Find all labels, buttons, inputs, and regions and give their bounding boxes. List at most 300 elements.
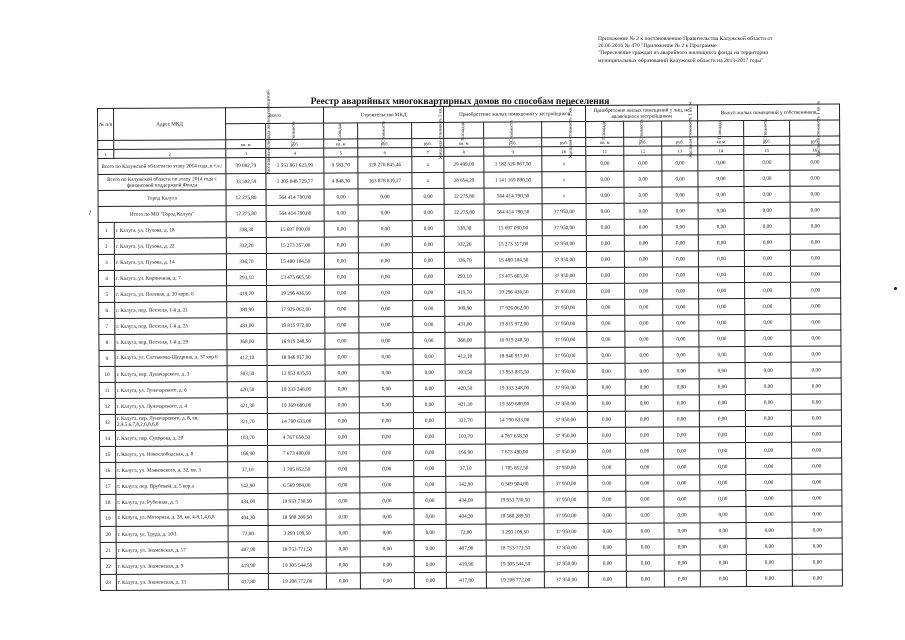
- row-number: 14: [99, 430, 115, 446]
- row-zero: 0,00: [663, 379, 699, 395]
- row-zero: 0,00: [792, 554, 842, 570]
- summary-value: 564 414 790,80: [266, 189, 324, 205]
- row-purchase-cost: 7 673 490,00: [486, 444, 544, 460]
- row-zero: 0,00: [625, 283, 663, 299]
- row-purchase-area: 332,20: [444, 236, 484, 252]
- row-purchase-cost: 15 480 184,50: [484, 252, 542, 268]
- row-purchase-area: 338,30: [444, 220, 484, 236]
- row-purchase-area: 389,90: [445, 300, 485, 316]
- row-purchase-cost: 15 273 357,00: [484, 236, 542, 252]
- row-purchase-cost: 18 753 771,50: [486, 540, 544, 556]
- row-address: г. Калуга, пер. Пестеля, 1-й д. 29: [115, 334, 227, 351]
- row-construction-zero: 0,00: [413, 380, 445, 396]
- row-zero: 0,00: [698, 235, 744, 251]
- row-purchase-unit: 37 950,00: [544, 476, 588, 492]
- row-purchase-cost: 13 475 665,50: [485, 268, 543, 284]
- row-zero: 0,00: [746, 474, 792, 490]
- annex-line-2: 20.06.2016 № 470 "Приложение № 2 к Программе: [598, 43, 717, 50]
- col-header-label: Удельная стоимость 1 кв. м: [438, 102, 444, 159]
- col-header-label: Площадь: [602, 120, 608, 140]
- summary-value: 0,00: [586, 187, 624, 203]
- row-zero: 0,00: [699, 411, 745, 427]
- row-number: 10: [99, 366, 115, 382]
- row-purchase-area: 321,70: [445, 412, 485, 428]
- col-header: [266, 120, 324, 143]
- summary-label: Город Калуга: [98, 190, 226, 207]
- row-cost: 19 369 680,00: [267, 397, 325, 413]
- row-purchase-area: 336,70: [444, 252, 484, 268]
- summary-value: 0,00: [790, 186, 840, 202]
- summary-value: 0,00: [744, 202, 790, 218]
- summary-value: 12 275,80: [226, 189, 266, 205]
- row-zero: 0,00: [746, 506, 792, 522]
- row-area: 321,70: [227, 413, 267, 429]
- col-header: [586, 120, 624, 140]
- row-purchase-cost: 19 815 972,00: [485, 316, 543, 332]
- row-zero: 0,00: [700, 459, 746, 475]
- row-construction-zero: 0,00: [326, 573, 360, 589]
- row-zero: 0,00: [588, 571, 626, 587]
- row-zero: 0,00: [699, 315, 745, 331]
- row-number: 19: [100, 510, 116, 526]
- row-zero: 0,00: [790, 218, 840, 234]
- summary-value: 39 082,79: [226, 157, 266, 173]
- row-cost: 19 305 544,50: [268, 557, 326, 573]
- row-zero: 0,00: [699, 395, 745, 411]
- row-construction-zero: 0,00: [326, 541, 360, 557]
- unit-cell: руб.: [484, 138, 542, 147]
- row-purchase-area: 103,70: [445, 428, 485, 444]
- col-header-label: Удельная стоимость 1 кв. м: [816, 100, 822, 157]
- row-address: г. Калуга, пер. Суворова, д. 20: [115, 430, 227, 447]
- row-address: г. Калуга, ул. Знаменская, д. 9: [116, 558, 228, 575]
- row-construction-zero: 0,00: [358, 237, 412, 253]
- summary-value: x: [542, 188, 586, 204]
- row-zero: 0,00: [700, 539, 746, 555]
- row-number: 20: [100, 526, 116, 542]
- row-construction-zero: 0,00: [324, 237, 358, 253]
- row-construction-zero: 0,00: [414, 460, 446, 476]
- row-zero: 0,00: [625, 411, 663, 427]
- row-zero: 0,00: [744, 218, 790, 234]
- summary-value: x: [542, 156, 586, 172]
- row-construction-zero: 0,00: [360, 541, 414, 557]
- row-cost: 3 293 109,50: [268, 525, 326, 541]
- row-address: г. Калуга, ул. Рубенная, д. 5: [116, 494, 228, 511]
- row-area: 389,90: [227, 301, 267, 317]
- row-purchase-area: 420,50: [445, 380, 485, 396]
- summary-value: 0,00: [586, 155, 624, 171]
- row-zero: 0,00: [587, 267, 625, 283]
- row-purchase-cost: 18 588 289,50: [486, 508, 544, 524]
- index-cell: 4: [266, 148, 324, 157]
- row-zero: 0,00: [745, 266, 791, 282]
- row-zero: 0,00: [586, 251, 624, 267]
- row-purchase-cost: 17 926 062,00: [485, 300, 543, 316]
- row-zero: 0,00: [663, 395, 699, 411]
- unit-cell: кв. м: [226, 139, 266, 148]
- row-zero: 0,00: [626, 539, 664, 555]
- row-purchase-area: 434,00: [446, 492, 486, 508]
- row-construction-zero: 0,00: [414, 556, 446, 572]
- summary-value: 1 182 520 867,50: [484, 156, 542, 172]
- row-purchase-cost: 6 569 904,00: [486, 476, 544, 492]
- index-cell: 10: [542, 147, 586, 156]
- row-zero: 0,00: [746, 426, 792, 442]
- row-construction-zero: 0,00: [414, 524, 446, 540]
- row-purchase-unit: 37 950,00: [543, 364, 587, 380]
- row-zero: 0,00: [663, 283, 699, 299]
- row-area: 332,20: [226, 237, 266, 253]
- row-construction-zero: 0,00: [413, 412, 445, 428]
- row-area: 368,00: [227, 333, 267, 349]
- row-number: 3: [98, 254, 114, 270]
- row-construction-zero: 0,00: [360, 509, 414, 525]
- row-number: 18: [100, 494, 116, 510]
- row-purchase-cost: 19 305 544,50: [486, 556, 544, 572]
- row-zero: 0,00: [588, 523, 626, 539]
- summary-value: 0,00: [662, 171, 698, 187]
- row-zero: 0,00: [588, 539, 626, 555]
- row-address: г. Калуга, ул. Знаменская, д. 17: [116, 542, 228, 559]
- summary-value: 0,00: [662, 203, 698, 219]
- summary-label: Всего по Калужской области по этапу 2014 года, в т.ч.:: [98, 158, 226, 175]
- row-address: г. Калуга, ул. Пухова, д. 22: [114, 238, 226, 255]
- row-construction-zero: 0,00: [326, 493, 360, 509]
- row-construction-zero: 0,00: [359, 317, 413, 333]
- row-zero: 0,00: [588, 443, 626, 459]
- row-address: г. Калуга, ул. Труда, д. 10/1: [116, 526, 228, 543]
- row-construction-zero: 0,00: [412, 220, 444, 236]
- row-address: г. Калуга, пер. Луначарского, д. 3: [115, 366, 227, 383]
- row-zero: 0,00: [699, 283, 745, 299]
- index-cell: 13: [662, 146, 698, 155]
- row-area: 431,00: [227, 317, 267, 333]
- row-zero: 0,00: [626, 571, 664, 587]
- row-construction-zero: 0,00: [359, 365, 413, 381]
- row-address: г. Калуга, ул. Новослободская, д. 8: [116, 446, 228, 463]
- row-address: г. Калуга, ул. Пухова, д. 18: [114, 222, 226, 239]
- col-header-label: Удельная стоимость 1 кв. м: [568, 102, 574, 159]
- summary-value: 1 141 169 890,50: [484, 172, 542, 188]
- row-construction-zero: 0,00: [413, 396, 445, 412]
- row-zero: 0,00: [744, 250, 790, 266]
- row-zero: 0,00: [663, 347, 699, 363]
- summary-value: 1 305 048 729,77: [266, 173, 324, 189]
- row-address: г. Калуга, ул. Моторная, д. 28, кв. 4-8,1,4,6,8: [116, 510, 228, 527]
- row-address: г. Калуга, ул. Маяковского, д. 32, кв. 3: [116, 462, 228, 479]
- row-construction-zero: 0,00: [326, 461, 360, 477]
- row-number: 2: [98, 238, 114, 254]
- document-title: Реестр аварийных многоквартирных домов по способам переселения: [310, 97, 610, 107]
- row-zero: 0,00: [746, 554, 792, 570]
- summary-value: 0,00: [662, 187, 698, 203]
- row-construction-zero: 0,00: [359, 333, 413, 349]
- row-purchase-unit: 37 950,00: [543, 348, 587, 364]
- row-number: 5: [99, 286, 115, 302]
- row-purchase-cost: 19 953 730,50: [486, 492, 544, 508]
- row-construction-zero: 0,00: [326, 477, 360, 493]
- row-zero: 0,00: [588, 555, 626, 571]
- row-zero: 0,00: [587, 379, 625, 395]
- index-cell: 3: [226, 148, 266, 157]
- summary-value: 0,00: [698, 155, 744, 171]
- row-zero: 0,00: [587, 299, 625, 315]
- col-header-label: Стоимость: [510, 119, 516, 142]
- row-zero: 0,00: [792, 458, 842, 474]
- row-zero: 0,00: [745, 314, 791, 330]
- row-zero: 0,00: [663, 315, 699, 331]
- annex-line-4: муниципальных образований Калужской области на 2013-2017 годы": [598, 57, 764, 64]
- row-area: 303,50: [227, 365, 267, 381]
- row-construction-zero: 0,00: [360, 493, 414, 509]
- row-zero: 0,00: [700, 475, 746, 491]
- unit-cell: руб.: [412, 138, 444, 147]
- row-construction-zero: 0,00: [325, 397, 359, 413]
- row-purchase-unit: 37 950,00: [544, 444, 588, 460]
- summary-label: Всего по Калужской области по этапу 2014 года с финансовой поддержкой Фонда: [98, 174, 226, 191]
- summary-value: 1 551 861 623,99: [266, 157, 324, 173]
- row-zero: 0,00: [664, 523, 700, 539]
- row-purchase-unit: 37 950,00: [543, 428, 587, 444]
- row-zero: 0,00: [663, 331, 699, 347]
- row-zero: 0,00: [625, 315, 663, 331]
- row-number: 15: [100, 446, 116, 462]
- row-construction-zero: 0,00: [359, 429, 413, 445]
- row-zero: 0,00: [745, 394, 791, 410]
- row-zero: 0,00: [790, 234, 840, 250]
- row-zero: 0,00: [664, 555, 700, 571]
- row-purchase-cost: 18 946 917,00: [485, 348, 543, 364]
- row-purchase-unit: 37 950,00: [544, 460, 588, 476]
- row-purchase-area: 407,90: [446, 540, 486, 556]
- row-number: 12: [99, 398, 115, 414]
- row-zero: 0,00: [746, 442, 792, 458]
- summary-value: 0,00: [698, 203, 744, 219]
- row-construction-zero: 0,00: [413, 284, 445, 300]
- row-zero: 0,00: [791, 362, 841, 378]
- row-cost: 17 926 062,00: [267, 301, 325, 317]
- row-zero: 0,00: [700, 555, 746, 571]
- row-purchase-cost: 15 697 090,00: [484, 220, 542, 236]
- index-cell: 8: [444, 147, 484, 156]
- row-zero: 0,00: [664, 459, 700, 475]
- row-cost: 13 953 835,50: [267, 365, 325, 381]
- row-purchase-cost: 3 293 109,50: [486, 524, 544, 540]
- col-header-label: Площадь: [461, 121, 467, 141]
- row-zero: 0,00: [587, 347, 625, 363]
- row-address: г. Калуга, ул. Салтыкова-Щедрина, д. 37 кор.6: [115, 350, 227, 367]
- row-zero: 0,00: [792, 538, 842, 554]
- row-zero: 0,00: [745, 330, 791, 346]
- row-construction-zero: 0,00: [359, 301, 413, 317]
- annex-line-1: Приложение № 2 к постановлению Правительства Калужской области от: [598, 36, 773, 42]
- row-zero: 0,00: [626, 491, 664, 507]
- row-zero: 0,00: [745, 346, 791, 362]
- unit-cell: кв.м: [698, 137, 744, 146]
- row-zero: 0,00: [662, 251, 698, 267]
- row-purchase-cost: 4 767 658,50: [485, 428, 543, 444]
- row-address: г. Калуга, пер. Луначарского, д. 8, кв. 2,4,5,6,7,8,2,6,8,6,8: [115, 414, 227, 431]
- row-construction-zero: 0,00: [414, 476, 446, 492]
- row-construction-zero: 0,00: [358, 253, 412, 269]
- row-zero: 0,00: [745, 410, 791, 426]
- row-number: 23: [100, 574, 116, 590]
- row-number: 1: [98, 222, 114, 238]
- row-number: 22: [100, 558, 116, 574]
- row-address: г. Калуга, пер. Врубовой, д. 5 кор.а: [116, 478, 228, 495]
- row-purchase-unit: 37 950,00: [544, 492, 588, 508]
- summary-value: 564 414 790,50: [484, 204, 542, 220]
- row-zero: 0,00: [700, 427, 746, 443]
- row-zero: 0,00: [663, 363, 699, 379]
- row-purchase-cost: 13 953 835,50: [485, 364, 543, 380]
- row-cost: 6 569 904,00: [268, 477, 326, 493]
- row-purchase-unit: 37 950,00: [544, 540, 588, 556]
- unit-cell: руб.: [358, 139, 412, 148]
- col-header: [444, 121, 484, 141]
- row-zero: 0,00: [700, 507, 746, 523]
- row-area: 419,90: [228, 557, 268, 573]
- row-cost: 15 273 357,00: [266, 237, 324, 253]
- row-cost: 14 790 633,00: [267, 413, 325, 429]
- index-cell: 15: [744, 145, 790, 154]
- row-purchase-cost: 19 296 436,50: [485, 284, 543, 300]
- row-zero: 0,00: [626, 475, 664, 491]
- row-cost: 4 767 658,50: [267, 429, 325, 445]
- row-cost: 13 475 665,50: [266, 269, 324, 285]
- unit-empty-1: [98, 140, 114, 149]
- row-construction-zero: 0,00: [413, 300, 445, 316]
- row-purchase-unit: 37 950,00: [544, 556, 588, 572]
- row-construction-zero: 0,00: [360, 557, 414, 573]
- row-purchase-unit: 37 950,00: [543, 300, 587, 316]
- summary-value: 0,00: [698, 187, 744, 203]
- index-cell: 1: [98, 149, 114, 158]
- row-zero: 0,00: [586, 235, 624, 251]
- row-construction-zero: 0,00: [360, 525, 414, 541]
- group-buyout: Выкуп жилых помещений у собственников: [698, 104, 840, 121]
- row-cost: 18 753 771,50: [268, 541, 326, 557]
- row-area: 407,90: [228, 541, 268, 557]
- row-zero: 0,00: [625, 347, 663, 363]
- row-zero: 0,00: [588, 427, 626, 443]
- unit-cell: кв. м: [324, 139, 358, 148]
- row-area: 417,80: [228, 573, 268, 589]
- row-zero: 0,00: [588, 475, 626, 491]
- summary-value: 0,00: [358, 205, 412, 221]
- row-zero: 0,00: [699, 363, 745, 379]
- row-purchase-unit: 37 950,00: [542, 236, 586, 252]
- row-construction-zero: 0,00: [325, 381, 359, 397]
- summary-value: 29 499,09: [444, 156, 484, 172]
- row-zero: 0,00: [792, 474, 842, 490]
- row-cost: 16 919 248,50: [267, 333, 325, 349]
- row-zero: 0,00: [792, 570, 842, 586]
- summary-value: 9 583,70: [324, 157, 358, 173]
- unit-cell: руб.: [542, 138, 586, 147]
- unit-cell: руб.: [624, 137, 662, 146]
- row-cost: 19 953 730,50: [268, 493, 326, 509]
- index-cell: 6: [358, 148, 412, 157]
- row-area: 420,50: [227, 381, 267, 397]
- unit-cell: кв. м: [444, 138, 484, 147]
- row-zero: 0,00: [745, 298, 791, 314]
- row-number: 13: [99, 414, 115, 430]
- row-construction-zero: 0,00: [359, 397, 413, 413]
- row-construction-zero: 0,00: [325, 333, 359, 349]
- row-zero: 0,00: [587, 331, 625, 347]
- col-header: [698, 121, 744, 137]
- row-zero: 0,00: [664, 491, 700, 507]
- group-construction: Строительство МКД: [324, 106, 444, 123]
- row-zero: 0,00: [587, 395, 625, 411]
- row-zero: 0,00: [700, 523, 746, 539]
- row-address: г. Калуга, пер. Пестеля, 1-й д. 21: [115, 302, 227, 319]
- row-construction-zero: 0,00: [358, 221, 412, 237]
- row-construction-zero: 0,00: [359, 413, 413, 429]
- summary-value: 163 878 839,27: [358, 173, 412, 189]
- row-purchase-cost: 1 705 852,50: [486, 460, 544, 476]
- row-zero: 0,00: [664, 539, 700, 555]
- row-purchase-area: 404,30: [446, 508, 486, 524]
- margin-mark: /: [89, 208, 92, 217]
- row-construction-zero: 0,00: [326, 525, 360, 541]
- row-address: г. Калуга, ул. Полевая, д. 20 корп. 6: [115, 286, 227, 303]
- row-construction-zero: 0,00: [324, 253, 358, 269]
- row-number: 7: [99, 318, 115, 334]
- row-cost: 15 697 090,00: [266, 221, 324, 237]
- row-cost: 18 588 289,50: [268, 509, 326, 525]
- row-zero: 0,00: [791, 314, 841, 330]
- row-construction-zero: 0,00: [325, 349, 359, 365]
- row-zero: 0,00: [700, 443, 746, 459]
- row-zero: 0,00: [792, 506, 842, 522]
- row-purchase-area: 421,30: [445, 396, 485, 412]
- summary-value: 0,00: [412, 204, 444, 220]
- row-zero: 0,00: [625, 331, 663, 347]
- row-cost: 7 673 490,00: [268, 445, 326, 461]
- row-zero: 0,00: [588, 459, 626, 475]
- summary-label: Итого по МО "Город Калуга": [98, 206, 226, 223]
- summary-value: 0,00: [744, 186, 790, 202]
- row-zero: 0,00: [791, 394, 841, 410]
- row-zero: 0,00: [624, 219, 662, 235]
- row-construction-zero: 0,00: [413, 364, 445, 380]
- row-purchase-unit: 37 950,00: [543, 268, 587, 284]
- row-construction-zero: 0,00: [360, 445, 414, 461]
- row-area: 404,30: [228, 509, 268, 525]
- row-zero: 0,00: [791, 346, 841, 362]
- row-cost: 19 296 436,50: [267, 285, 325, 301]
- row-area: 103,70: [227, 429, 267, 445]
- row-area: 412,10: [227, 349, 267, 365]
- row-construction-zero: 0,00: [360, 461, 414, 477]
- row-purchase-area: 166,90: [446, 444, 486, 460]
- row-purchase-unit: 37 950,00: [544, 572, 588, 588]
- row-construction-zero: 0,00: [359, 349, 413, 365]
- row-number: 4: [98, 270, 114, 286]
- row-purchase-unit: 37 950,00: [543, 316, 587, 332]
- group-non-developers: Приобретение жилых помещений у лиц, не являющихся застройщиком: [586, 105, 698, 122]
- group-total: Всего: [226, 107, 324, 124]
- summary-value: 0,00: [744, 170, 790, 186]
- summary-value: x: [542, 172, 586, 188]
- row-zero: 0,00: [700, 491, 746, 507]
- row-zero: 0,00: [746, 538, 792, 554]
- row-address: г. Калуга, ул. Луначарского, д. 4: [115, 398, 227, 415]
- row-zero: 0,00: [662, 219, 698, 235]
